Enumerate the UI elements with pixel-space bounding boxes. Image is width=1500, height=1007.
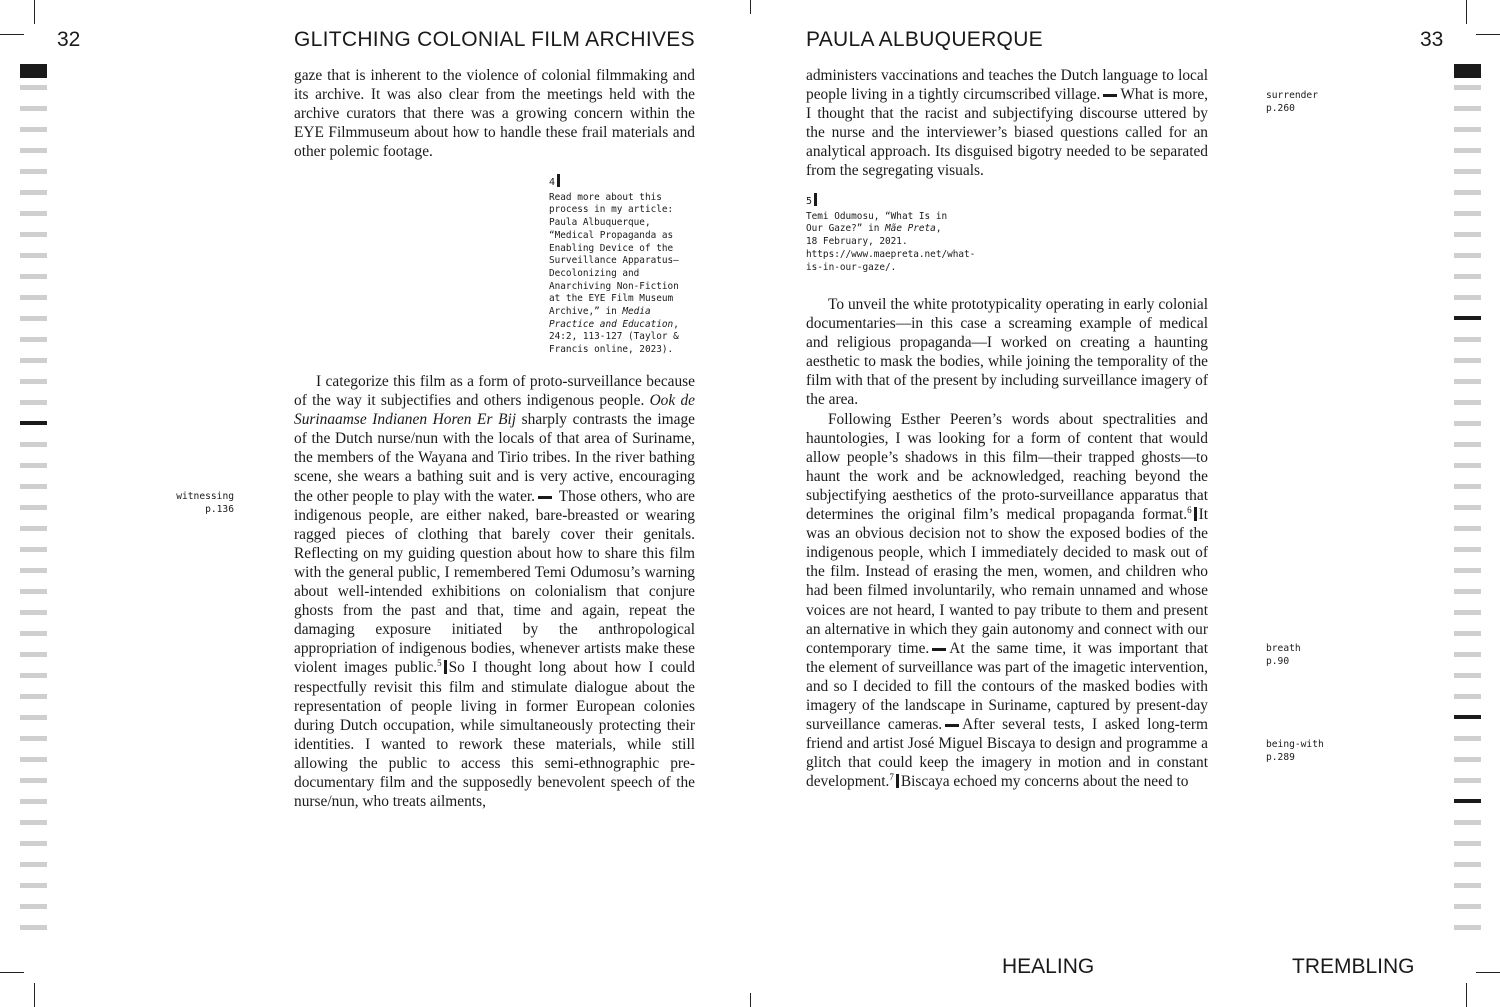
left-page-number: 32: [57, 28, 81, 51]
footnote-text-end: , 18 February, 2021. https://www.maepreta.net/what-is-in-our-gaze/.: [806, 223, 976, 273]
crop-mark: [750, 0, 751, 14]
thumb-index-tick: [20, 85, 47, 90]
film-title: Ook de Surinaamse Indianen Horen Er Bij: [294, 392, 695, 429]
thumb-index-tick: [20, 379, 47, 384]
thumb-index-tick: [1454, 589, 1481, 594]
thumb-index-tick: [20, 589, 47, 594]
thumb-index-tick: [20, 757, 47, 762]
thumb-index-tick: [20, 820, 47, 825]
thumb-index-tick: [1454, 64, 1481, 78]
thumb-index-tick: [1454, 106, 1481, 111]
thumb-index-tick: [1454, 631, 1481, 636]
thumb-index-tick: [1454, 505, 1481, 510]
margin-label-witnessing: witnessing p.136: [176, 491, 234, 515]
right-running-header: PAULA ALBUQUERQUE: [806, 28, 1043, 51]
thumb-index-tick: [20, 358, 47, 363]
thumb-index-tick: [1454, 820, 1481, 825]
thumb-index-tick: [1454, 799, 1481, 803]
thumb-index-tick: [1454, 904, 1481, 909]
right-thumb-index: [1454, 0, 1481, 1007]
thumb-index-tick: [20, 547, 47, 552]
paragraph: I categorize this film as a form of proto-surveillance because of the way it subjectifies and others indigenous people. Ook de Surinaamse Indianen Horen Er Bij sharply contrasts the image of the Dutch nurse/nun with the locals of that area of Suriname, the members of the Wayana and Tirio tribes. In the river bathing scene, she wears a bathing suit and is very active, encouraging the other people to play with the water. Those others, who are indigenous people, are either naked, bare-breasted or wearing ragged pieces of clothing that barely cover their genitals. Reflecting on my guiding question about how to share this film with the general public, I remembered Temi Odumosu’s warning about well-intended exhibitions on colonialism that conjure ghosts from the past and that, time and again, repeat the damaging exposure initiated by the anthropological appropriation of indigenous bodies, whenever artists make these violent images public.$^5$ So I thought long about how I could respectfully revisit this film and stimulate dialogue about the representation of people living in former European colonies during Dutch occupation, while simultaneously protecting their identities. I wanted to rework these materials, while still allowing the public to access this semi-ethnographic pre-documentary film and the supposedly benevolent speech of the nurse/nun, who treats ailments,: [294, 373, 695, 811]
paragraph: To unveil the white prototypicality operating in early colonial documentaries—in this case a screaming example of medical and religious propaganda—I worked on creating a haunting aesthetic to mask the bodies, while joining the temporality of the film with that of the present by including surveillance imagery of the area.: [806, 296, 1208, 409]
thumb-index-tick: [20, 925, 47, 930]
margin-link-dash-icon: [945, 724, 959, 727]
thumb-index-tick: [20, 568, 47, 573]
left-thumb-index: [20, 0, 47, 1007]
thumb-index-tick: [20, 253, 47, 258]
footnote-ref: 5: [437, 658, 442, 669]
thumb-index-tick: [1454, 442, 1481, 447]
thumb-index-tick: [1454, 925, 1481, 930]
thumb-index-tick: [20, 841, 47, 846]
thumb-index-tick: [1454, 778, 1481, 783]
thumb-index-tick: [1454, 253, 1481, 258]
thumb-index-tick: [1454, 526, 1481, 531]
thumb-index-tick: [1454, 484, 1481, 489]
margin-label-breath: breath p.90: [1266, 643, 1301, 667]
thumb-index-tick: [1454, 232, 1481, 237]
thumb-index-tick: [20, 505, 47, 510]
thumb-index-tick: [20, 442, 47, 447]
thumb-index-tick: [1454, 463, 1481, 468]
footnote-marker-icon: [557, 174, 560, 187]
footnote-marker-icon: [896, 774, 899, 788]
thumb-index-tick: [1454, 715, 1481, 719]
left-footnote: [549, 174, 689, 357]
thumb-index-tick: [20, 715, 47, 720]
thumb-index-tick: [1454, 883, 1481, 888]
left-running-header: GLITCHING COLONIAL FILM ARCHIVES: [294, 28, 695, 51]
margin-link-dash-icon: [932, 648, 946, 651]
footer-word-trembling: TREMBLING: [1292, 955, 1415, 978]
footnote-text: Temi Odumosu, “What Is in Our Gaze?” in: [806, 210, 948, 235]
thumb-index-tick: [1454, 379, 1481, 384]
thumb-index-tick: [20, 736, 47, 741]
thumb-index-tick: [1454, 736, 1481, 741]
thumb-index-tick: [1454, 169, 1481, 174]
thumb-index-tick: [20, 274, 47, 279]
margin-link-dash-icon: [1103, 94, 1117, 97]
footnote-text: Read more about this process in my article: Paula Albuquerque, “Medical Propaganda as Enabling Device of the Surveillance Apparatus—Decolonizing and Anarchiving Non-Fiction at the EYE Film Museum Archive,” in: [549, 191, 679, 318]
thumb-index-tick: [20, 673, 47, 678]
right-page-number: 33: [1420, 28, 1444, 51]
margin-label-being-with: being-with p.289: [1266, 739, 1324, 763]
footnote-number: 5: [806, 193, 956, 209]
right-main-text: [806, 295, 1208, 791]
thumb-index-tick: [20, 778, 47, 783]
thumb-index-tick: [20, 211, 47, 216]
thumb-index-tick: [1454, 841, 1481, 846]
thumb-index-tick: [20, 400, 47, 405]
paragraph: gaze that is inherent to the violence of colonial filmmaking and its archive. It was also clear from the meetings held with the archive curators that there was a growing concern within the EYE Filmmuseum about how to handle these frail materials and other polemic footage.: [294, 67, 695, 161]
thumb-index-tick: [1454, 211, 1481, 216]
left-opening-paragraph: [294, 66, 695, 161]
margin-label-surrender: surrender p.260: [1266, 90, 1318, 114]
thumb-index-tick: [1454, 127, 1481, 132]
thumb-index-tick: [20, 127, 47, 132]
thumb-index-tick: [1454, 190, 1481, 195]
thumb-index-tick: [1454, 358, 1481, 363]
left-main-paragraph: [294, 372, 695, 811]
thumb-index-tick: [20, 421, 47, 425]
thumb-index-tick: [1454, 757, 1481, 762]
thumb-index-tick: [1454, 316, 1481, 320]
thumb-index-tick: [20, 883, 47, 888]
footnote-marker-icon: [444, 660, 447, 674]
thumb-index-tick: [1454, 85, 1481, 90]
footnote-journal: Media Practice and Education: [549, 306, 674, 330]
thumb-index-tick: [20, 148, 47, 153]
footnote-marker-icon: [1194, 507, 1197, 521]
footnote-journal: Mãe Preta: [885, 223, 936, 235]
thumb-index-tick: [20, 694, 47, 699]
footnote-ref: 6: [1187, 504, 1192, 515]
thumb-index-tick: [1454, 610, 1481, 615]
thumb-index-tick: [20, 526, 47, 531]
thumb-index-tick: [20, 232, 47, 237]
thumb-index-tick: [20, 463, 47, 468]
thumb-index-tick: [1454, 148, 1481, 153]
footer-word-healing: HEALING: [1002, 955, 1095, 978]
thumb-index-tick: [1454, 652, 1481, 657]
footnote-marker-icon: [814, 193, 817, 206]
thumb-index-tick: [20, 169, 47, 174]
thumb-index-tick: [20, 862, 47, 867]
thumb-index-tick: [20, 484, 47, 489]
thumb-index-tick: [1454, 400, 1481, 405]
thumb-index-tick: [20, 904, 47, 909]
paragraph: Following Esther Peeren’s words about spectralities and hauntologies, I was looking for a form of content that would allow people’s shadows in this film—their trapped ghosts—to haunt the work and be acknowledged, reaching beyond the subjectifying aesthetics of the proto-surveillance apparatus that determines the original film’s medical propaganda format.$^6$ It was an obvious decision not to show the exposed bodies of the indigenous people, which I immediately decided to mask out of the film. Instead of erasing the men, women, and children who had been filmed involuntarily, who remain unnamed and whose voices are not heard, I wanted to pay tribute to them and present an alternative in which they gain autonomy and connect with our contemporary time. At the same time, it was important that the element of surveillance was part of the imagetic intervention, and so I decided to fill the contours of the masked bodies with imagery of the landscape in Suriname, captured by present-day surveillance cameras. After several tests, I asked long-term friend and artist José Miguel Biscaya to design and programme a glitch that could keep the imagery in motion and in constant development.$^7$ Biscaya echoed my concerns about the need to: [806, 410, 1208, 791]
thumb-index-tick: [20, 610, 47, 615]
thumb-index-tick: [1454, 568, 1481, 573]
thumb-index-tick: [20, 106, 47, 111]
footnote-text-end: , 24:2, 113-127 (Taylor & Francis online, 2023).: [549, 318, 679, 356]
thumb-index-tick: [20, 316, 47, 321]
footnote-number: 4: [549, 174, 689, 190]
margin-link-dash-icon: [538, 496, 552, 499]
thumb-index-tick: [20, 631, 47, 636]
thumb-index-tick: [1454, 673, 1481, 678]
right-footnote: [806, 193, 976, 274]
thumb-index-tick: [20, 64, 47, 78]
thumb-index-tick: [1454, 274, 1481, 279]
thumb-index-tick: [20, 799, 47, 804]
thumb-index-tick: [20, 337, 47, 342]
thumb-index-tick: [20, 190, 47, 195]
paragraph: administers vaccinations and teaches the Dutch language to local people living in a tightly circumscribed village. What is more, I thought that the racist and subjectifying discourse uttered by the nurse and the interviewer’s biased questions called for an analytical approach. Its disguised bigotry needed to be separated from the segregating visuals.: [806, 67, 1208, 180]
thumb-index-tick: [1454, 337, 1481, 342]
crop-mark: [750, 993, 751, 1007]
thumb-index-tick: [20, 295, 47, 300]
footnote-ref: 7: [889, 772, 894, 783]
thumb-index-tick: [1454, 421, 1481, 426]
thumb-index-tick: [1454, 862, 1481, 867]
right-opening-paragraph: [806, 66, 1208, 181]
thumb-index-tick: [20, 652, 47, 657]
thumb-index-tick: [1454, 694, 1481, 699]
thumb-index-tick: [1454, 295, 1481, 300]
thumb-index-tick: [1454, 547, 1481, 552]
